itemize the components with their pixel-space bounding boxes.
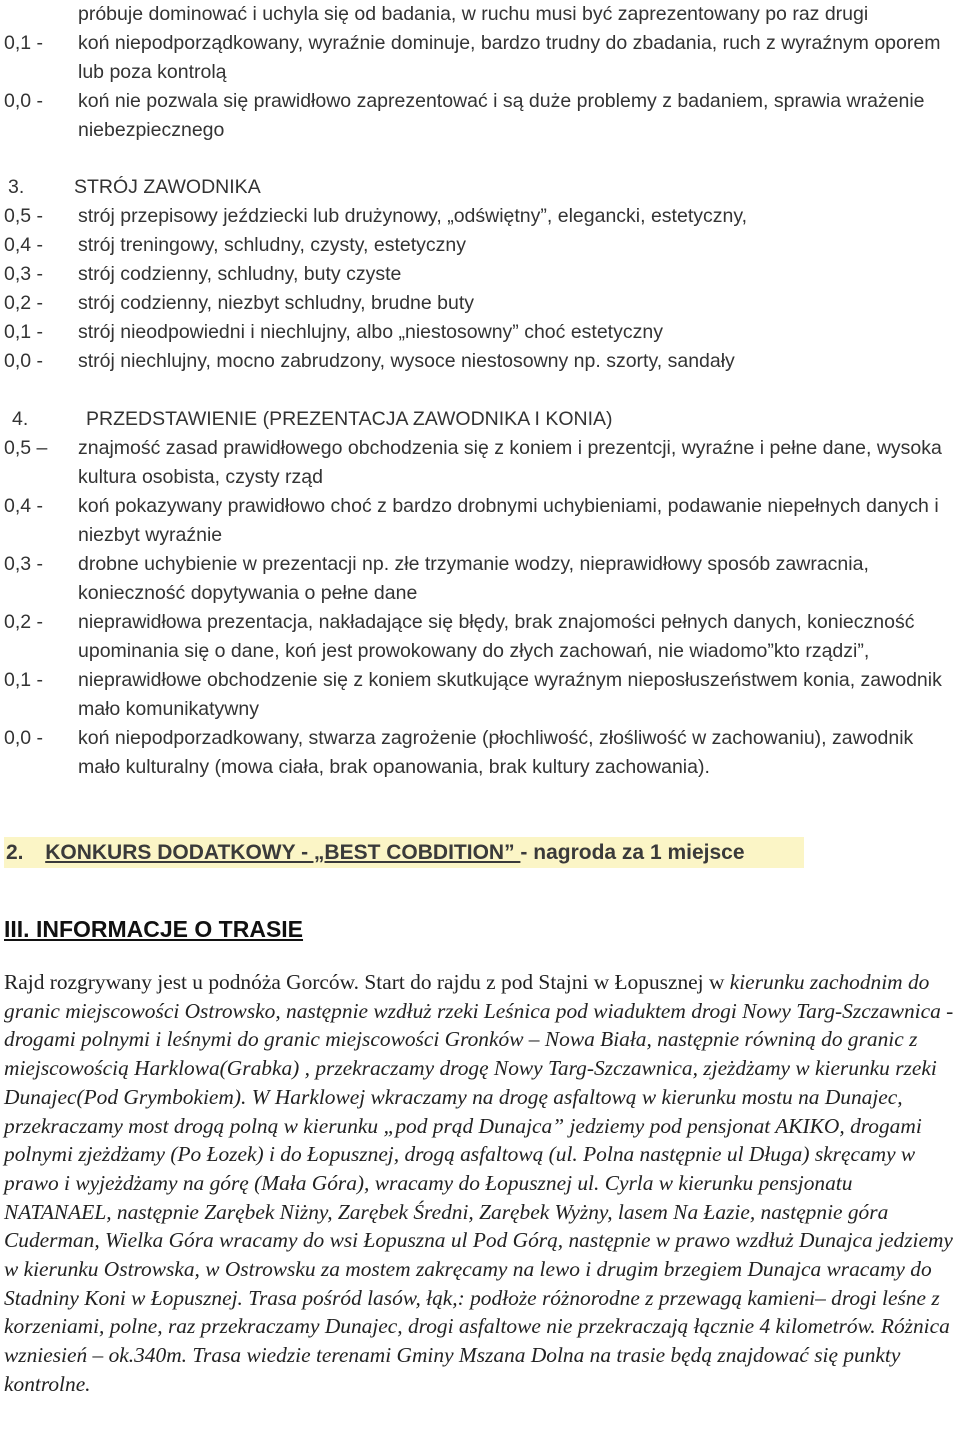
score-row <box>0 289 960 318</box>
score-description: nieprawidłowa prezentacja, nakładające się błędy, brak znajomości pełnych danych, konieczność upominania się o dane, koń jest prowokowany do złych zachowań, nie wiadomo”kto rządzi”, <box>78 611 915 662</box>
section-title: STRÓJ ZAWODNIKA <box>74 176 261 198</box>
score-description: strój treningowy, schludny, czysty, estetyczny <box>78 234 466 256</box>
score-value: 0,1 - <box>4 669 44 691</box>
score-description: strój codzienny, niezbyt schludny, brudne buty <box>78 292 474 314</box>
score-value: 0,0 - <box>4 350 44 372</box>
score-description: strój nieodpowiedni i niechlujny, albo „niestosowny” choć estetyczny <box>78 321 663 343</box>
section-iii-heading: III. INFORMACJE O TRASIE <box>4 916 304 942</box>
score-row <box>0 260 960 289</box>
section-number: 4. <box>12 408 29 430</box>
score-value: 0,0 - <box>4 90 44 112</box>
score-description: strój przepisowy jeździecki lub drużynowy, „odświętny”, elegancki, estetyczny, <box>78 205 748 227</box>
section-4-heading <box>0 405 960 434</box>
score-value: 0,3 - <box>4 263 44 285</box>
score-description: drobne uchybienie w prezentacji np. złe trzymanie wodzy, nieprawidłowy sposób zawracnia, konieczność dopytywania o pełne dane <box>78 553 869 604</box>
konkurs-heading <box>4 837 804 868</box>
score-value: 0,3 - <box>4 553 44 575</box>
score-value: 0,2 - <box>4 611 44 633</box>
section-3 <box>0 173 960 376</box>
score-row <box>0 87 960 145</box>
score-row <box>0 434 960 492</box>
section-number: 3. <box>8 176 25 198</box>
score-row <box>0 347 960 376</box>
top-section <box>0 0 960 145</box>
score-row <box>0 724 960 782</box>
score-value: 0,2 - <box>4 292 44 314</box>
route-description <box>4 968 954 1399</box>
score-row <box>0 29 960 87</box>
score-row <box>0 318 960 347</box>
score-row <box>0 608 960 666</box>
konkurs-suffix: - nagroda za 1 miejsce <box>520 841 745 864</box>
score-value: 0,5 – <box>4 437 48 459</box>
score-description: koń niepodporządkowany, wyraźnie dominuje, bardzo trudny do zbadania, ruch z wyraźnym oporem lub poza kontrolą <box>78 32 941 83</box>
score-row <box>0 666 960 724</box>
score-value: 0,4 - <box>4 234 44 256</box>
score-value: 0,4 - <box>4 495 44 517</box>
section-title: PRZEDSTAWIENIE (PREZENTACJA ZAWODNIKA I KONIA) <box>86 408 613 430</box>
score-value: 0,1 - <box>4 32 44 54</box>
konkurs-title: KONKURS DODATKOWY - „BEST COBDITION” <box>45 841 521 864</box>
score-description: koń niepodporzadkowany, stwarza zagrożenie (płochliwość, złośliwość w zachowaniu), zawodnik mało kulturalny (mowa ciała, brak opanowania, brak kultury zachowania). <box>78 727 914 778</box>
score-description: koń pokazywany prawidłowo choć z bardzo drobnymi uchybieniami, podawanie niepełnych danych i niezbyt wyraźnie <box>78 495 939 546</box>
score-description: nieprawidłowe obchodzenie się z koniem skutkujące wyraźnym nieposłuszeństwem konia, zawodnik mało komunikatywny <box>78 669 942 720</box>
score-value: 0,1 - <box>4 321 44 343</box>
section-3-heading <box>0 173 960 202</box>
score-description: koń nie pozwala się prawidłowo zaprezentować i są duże problemy z badaniem, sprawia wrażenie niebezpiecznego <box>78 90 925 141</box>
score-description: strój niechlujny, mocno zabrudzony, wysoce niestosowny np. szorty, sandały <box>78 350 735 372</box>
score-row <box>0 550 960 608</box>
score-row <box>0 231 960 260</box>
score-row <box>0 492 960 550</box>
score-value: 0,0 - <box>4 727 44 749</box>
score-description: próbuje dominować i uchyla się od badania, w ruchu musi być zaprezentowany po raz drugi <box>78 3 869 25</box>
route-body: kierunku zachodnim do granic miejscowości Ostrowsko, następnie wzdłuż rzeki Leśnica pod wiaduktem drogi Nowy Targ-Szczawnica - drogami polnymi i leśnymi do granic miejscowości Gronków – Nowa Biała, następnie równiną do granic z miejscowością Harklowa(Grabka) , przekraczamy drogę Nowy Targ-Szczawnica, zjeżdżamy w kierunku rzeki Dunajec(Pod Grymbokiem). W Harklowej wkraczamy na drogę asfaltową w kierunku mostu na Dunajec, przekraczamy most drogą polną w kierunku „pod prąd Dunajca” jedziemy pod pensjonat AKIKO, drogami polnymi zjeżdżamy (Po Łozek) i do Łopusznej, drogą asfaltową (ul. Polna następnie ul Długa) skręcamy w prawo i wyjeżdżamy na górę (Mała Góra), wracamy do Łopusznej ul. Cyrla w kierunku pensjonatu NATANAEL, następnie Zarębek Niżny, Zarębek Średni, Zarębek Wyżny, lasem Na Łazie, następnie góra Cuderman, Wielka Góra wracamy do wsi Łopuszna ul Pod Górą, następnie w prawo wzdłuż Dunajca jedziemy w kierunku Ostrowska, w Ostrowsku za mostem zakręcamy na lewo i drugim brzegiem Dunajca wracamy do Stadniny Koni w Łopusznej. Trasa pośród lasów, łąk,: podłoże różnorodne z przewagą kamieni– drogi leśne z korzeniami, polne, raz przekraczamy Dunajec, drogi asfaltowe nie przekraczają łącznie 4 kilometrów. Różnica wzniesień – ok.340m. Trasa wiedzie terenami Gminy Mszana Dolna na trasie będą znajdować się punkty kontrolne. <box>4 970 954 1396</box>
section-4 <box>0 405 960 782</box>
score-row <box>0 0 960 29</box>
score-value: 0,5 - <box>4 205 44 227</box>
score-description: znajmość zasad prawidłowego obchodzenia się z koniem i prezentcji, wyraźne i pełne dane, wysoka kultura osobista, czysty rząd <box>78 437 942 488</box>
konkurs-number: 2. <box>6 841 24 864</box>
score-row <box>0 202 960 231</box>
route-intro: Rajd rozgrywany jest u podnóża Gorców. Start do rajdu z pod Stajni w Łopusznej w <box>4 970 730 994</box>
score-description: strój codzienny, schludny, buty czyste <box>78 263 402 285</box>
